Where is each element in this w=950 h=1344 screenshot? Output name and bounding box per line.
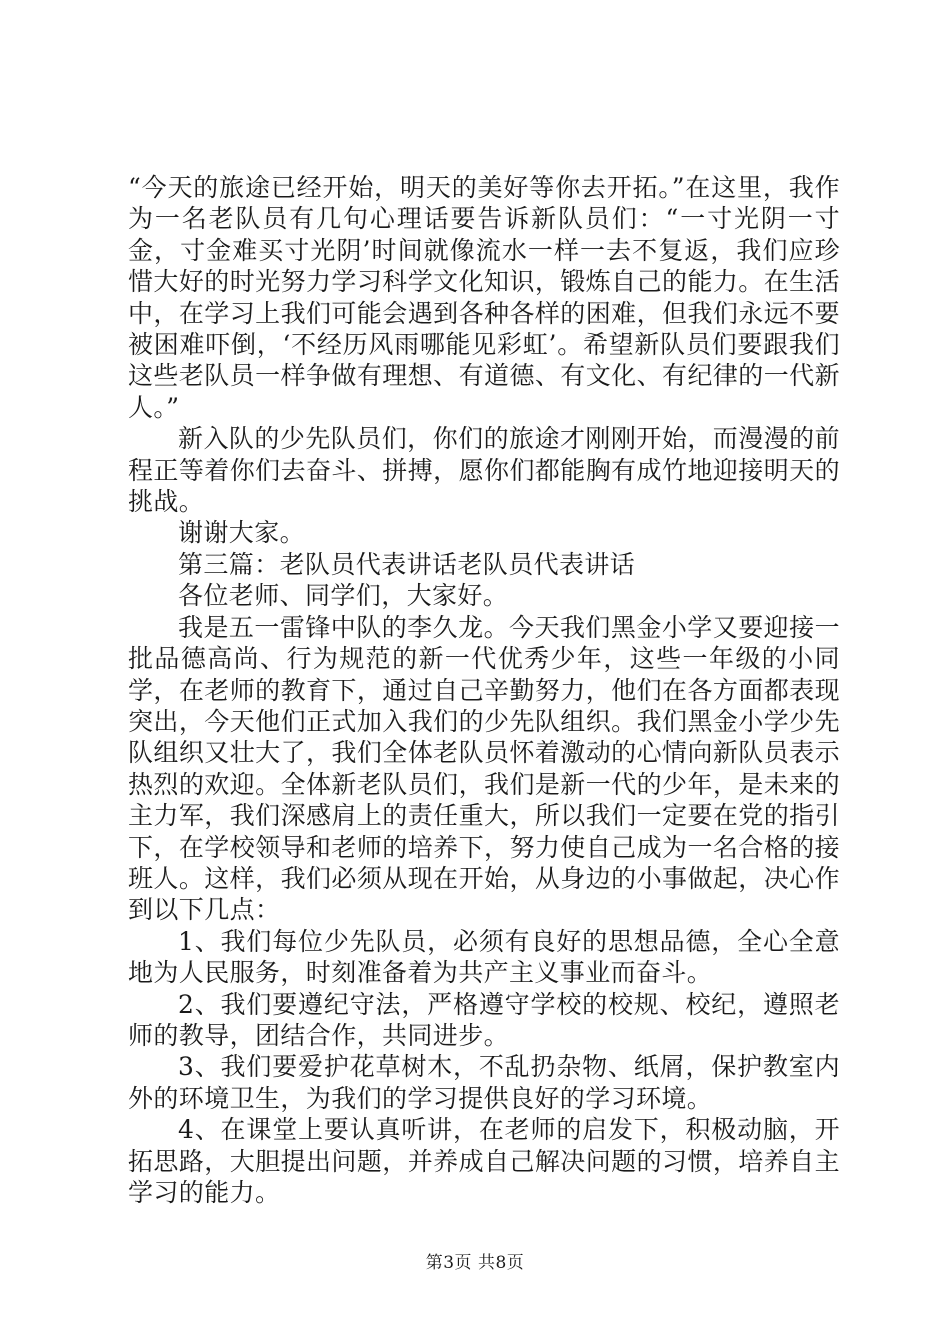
list-item-3: 3、我们要爱护花草树木，不乱扔杂物、纸屑，保护教室内外的环境卫生，为我们的学习提供良好的学习环境。: [128, 1052, 840, 1113]
paragraph-thanks: 谢谢大家。: [178, 518, 306, 548]
paragraph-new-members: 新入队的少先队员们，你们的旅途才刚刚开始，而漫漫的前程正等着你们去奋斗、拼搏，愿你们都能胸有成竹地迎接明天的挑战。: [128, 424, 840, 517]
document-body: [128, 172, 840, 1208]
list-item-1: 1、我们每位少先队员，必须有良好的思想品德，全心全意地为人民服务，时刻准备着为共产主义事业而奋斗。: [128, 926, 840, 988]
paragraph-greeting: 各位老师、同学们，大家好。: [178, 581, 509, 611]
section-heading: 第三篇：老队员代表讲话老队员代表讲话: [178, 549, 636, 579]
list-item-2: 2、我们要遵纪守法，严格遵守学校的校规、校纪，遵照老师的教导，团结合作，共同进步。: [128, 989, 840, 1050]
paragraph-introduction: 我是五一雷锋中队的李久龙。今天我们黑金小学又要迎接一批品德高尚、行为规范的新一代优秀少年，这些一年级的小同学，在老师的教育下，通过自己辛勤努力，他们在各方面都表现突出，今天他们正式加入我们的少先队组织。我们黑金小学少先队组织又壮大了，我们全体老队员怀着激动的心情向新队员表示热烈的欢迎。全体新老队员们，我们是新一代的少年，是未来的主力军，我们深感肩上的责任重大，所以我们一定要在党的指引下，在学校领导和老师的培养下，努力使自己成为一名合格的接班人。这样，我们必须从现在开始，从身边的小事做起，决心作到以下几点：: [128, 612, 840, 925]
paragraph-opening-quote: “今天的旅途已经开始，明天的美好等你去开拓。”在这里，我作为一名老队员有几句心理话要告诉新队员们：“一寸光阴一寸金，寸金难买寸光阴’时间就像流水一样一去不复返，我们应珍惜大好的时光努力学习科学文化知识，锻炼自己的能力。在生活中，在学习上我们可能会遇到各种各样的困难，但我们永远不要被困难吓倒，‘不经历风雨哪能见彩虹’。希望新队员们要跟我们这些老队员一样争做有理想、有道德、有文化、有纪律的一代新人。”: [128, 173, 840, 422]
page-footer: 第3页 共8页: [425, 1253, 525, 1273]
list-item-4: 4、在课堂上要认真听讲，在老师的启发下，积极动脑，开拓思路，大胆提出问题，并养成自己解决问题的习惯，培养自主学习的能力。: [128, 1115, 840, 1207]
